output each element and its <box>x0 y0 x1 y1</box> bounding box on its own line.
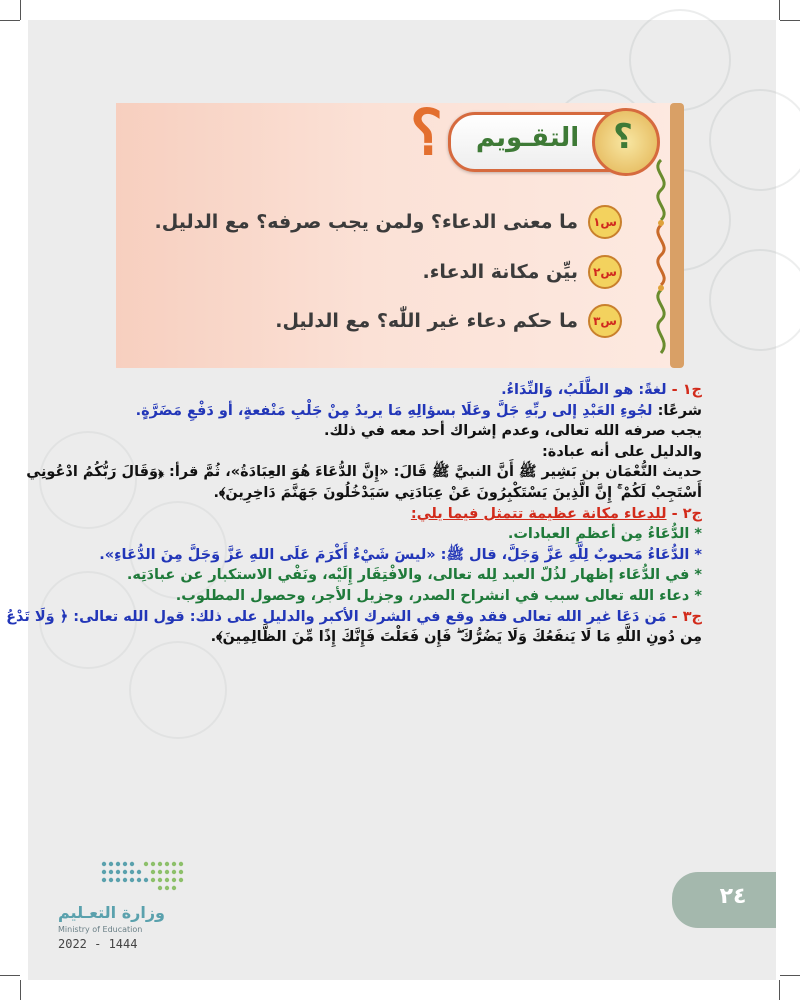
ministry-name-english: Ministry of Education <box>58 925 143 934</box>
crop-mark <box>779 980 780 1000</box>
page-number: ٢٤ <box>719 884 747 909</box>
question-badge: س١ <box>588 205 622 239</box>
question-3 <box>275 304 622 338</box>
answer-bullet: * في الدُّعَاء إظهار لذُلّ العبد لِله تعالى، والافْتِقَار إِلَيْه، ونَفْي الاستكبار عن عبادَتِه. <box>126 567 702 584</box>
question-mark-icon: ؟ <box>410 96 443 169</box>
answers-section <box>6 380 702 648</box>
answer-label: ج١ - <box>671 382 702 398</box>
question-text: ما معنى الدعاء؟ ولمن يجب صرفه؟ مع الدليل. <box>154 211 578 233</box>
crop-mark <box>20 980 21 1000</box>
answer-text: مَن دَعَا غير الله تعالى فقد وقع في الشرك الأكبر والدليل على ذلك: قول الله تعالى: ﴿ وَلَا تَدْعُ <box>6 608 667 625</box>
question-badge: س٣ <box>588 304 622 338</box>
ministry-name-arabic: وزارة التعـليم <box>58 903 165 922</box>
ministry-logo-icon <box>98 858 188 892</box>
crop-mark <box>20 0 21 20</box>
answer-bullet: * الدُّعَاءُ مِن أعظمِ العبادات. <box>507 526 702 543</box>
answer-bullet: * دعاء الله تعالى سبب في انشراح الصدر، وجزيل الأجر، وحصول المطلوب. <box>175 587 702 604</box>
answer-label: ج٣ - <box>671 608 702 625</box>
crop-mark <box>780 975 800 976</box>
answer-bullet: * الدُّعَاءُ مَحبوبٌ لِلَّهِ عَزَّ وَجَلَّ، قال ﷺ: «ليسَ شَيْءٌ أَكْرَمَ عَلَى اللهِ عَزَّ وَجَلَّ مِنَ الدُّعَاءِ». <box>99 546 702 563</box>
answer-3-line <box>6 607 702 628</box>
title-question-icon: ؟ <box>613 117 633 157</box>
answer-text: مِن دُونِ اللَّهِ مَا لَا يَنفَعُكَ وَلَا يَضُرُّكَ ۖ فَإِن فَعَلْتَ فَإِنَّكَ إِذًا مِّنَ الظَّالِمِينَ﴾. <box>210 629 702 646</box>
crop-mark <box>0 20 20 21</box>
answer-text: والدليل على أنه عبادة: <box>541 443 702 460</box>
question-text: ما حكم دعاء غير اللّٰه؟ مع الدليل. <box>275 310 578 332</box>
answer-text: حديث النُّعْمَان بن بَشِير ﷺ أَنَّ النبيَّ ﷺ قَالَ: «إِنَّ الدُّعَاءَ هُوَ العِبَادَةُ»، ثُمَّ قرأ: ﴿وَقَالَ رَبُّكُمُ ادْعُونِي <box>26 464 702 481</box>
answer-2-line <box>100 504 702 525</box>
answer-1-line <box>100 380 702 401</box>
question-2 <box>423 255 623 289</box>
answer-text: للدعاء مكانة عظيمة تتمثل فيما يلي: <box>410 505 667 522</box>
crop-mark <box>0 975 20 976</box>
edition-year: 2022 - 1444 <box>58 937 138 951</box>
answer-text: لجُوءِ العَبْدِ إلى ربِّهِ جَلَّ وعَلَا بسؤالِهِ مَا يريدُ مِنْ جَلْبِ مَنْفعةٍ، أو دَفْعِ مَضَرَّةٍ. <box>135 402 653 419</box>
section-title: التقـويم <box>475 123 580 153</box>
question-text: بيِّن مكانة الدعاء. <box>422 261 578 283</box>
answer-text: أَسْتَجِبْ لَكُمْ ۚ إِنَّ الَّذِينَ يَسْتَكْبِرُونَ عَنْ عِبَادَتِي سَيَدْخُلُونَ جَهَنَّمَ دَاخِرِينَ﴾. <box>213 484 702 501</box>
answer-1-line <box>100 401 702 422</box>
ornament-border-icon <box>648 155 674 360</box>
question-badge: س٢ <box>588 255 622 289</box>
answer-sublabel: شرعًا: <box>657 402 702 419</box>
answer-label: ج٢ - <box>671 505 702 522</box>
question-1 <box>155 205 622 239</box>
answer-text: يجب صرفه الله تعالى، وعدم إشراك أحد معه في ذلك. <box>323 423 702 440</box>
answer-text: لغةً: هو الطَّلَبُ، وَالنِّدَاءُ. <box>501 382 667 398</box>
